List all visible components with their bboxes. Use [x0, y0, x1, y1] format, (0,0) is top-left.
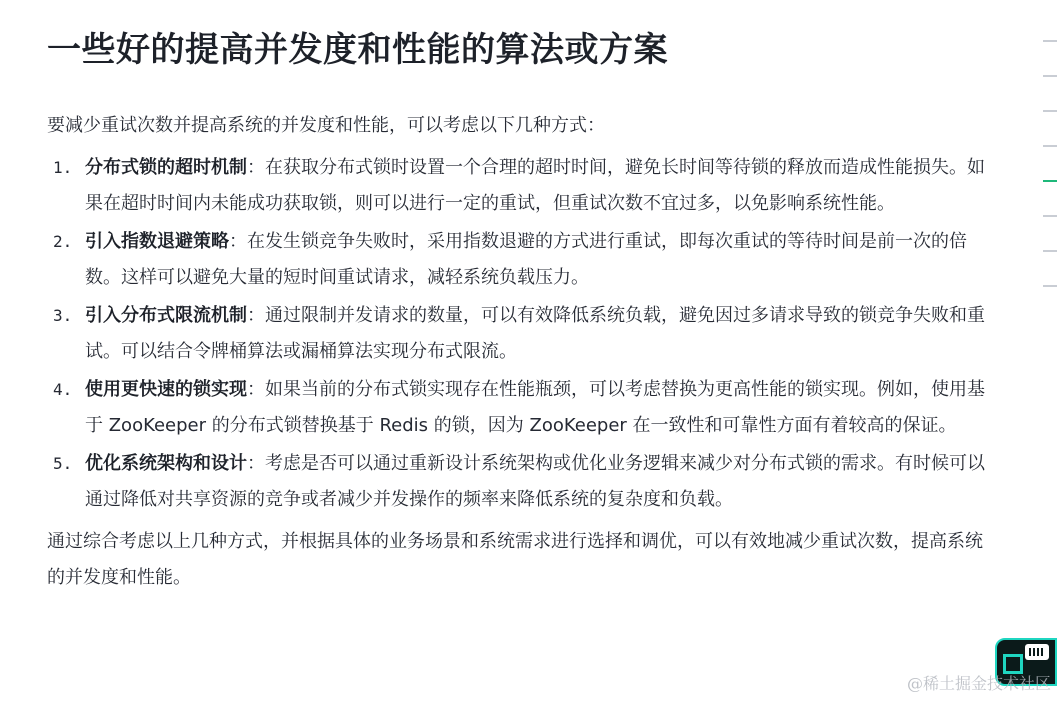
- keyboard-icon: [1025, 644, 1049, 660]
- list-item-text: ：在发生锁竞争失败时，采用指数退避的方式进行重试，即每次重试的等待时间是前一次的倍数。这样可以避免大量的短时间重试请求，减轻系统负载压力。: [85, 231, 967, 288]
- article-title: 一些好的提高并发度和性能的算法或方案: [47, 30, 668, 70]
- list-item: [47, 224, 987, 296]
- toc-marker[interactable]: [1043, 145, 1057, 147]
- toc-marker[interactable]: [1043, 250, 1057, 252]
- list-number: 1.: [53, 158, 73, 177]
- list-item-title: 使用更快速的锁实现: [85, 379, 247, 400]
- list-item-title: 分布式锁的超时机制: [85, 157, 247, 178]
- list-number: 5.: [53, 454, 73, 473]
- list-number: 2.: [53, 232, 73, 251]
- list-item-text: ：考虑是否可以通过重新设计系统架构或优化业务逻辑来减少对分布式锁的需求。有时候可以通过降低对共享资源的竞争或者减少并发操作的频率来降低系统的复杂度和负载。: [85, 453, 985, 510]
- list-item-text: ：通过限制并发请求的数量，可以有效降低系统负载，避免因过多请求导致的锁竞争失败和重试。可以结合令牌桶算法或漏桶算法实现分布式限流。: [85, 305, 985, 362]
- list-item-text: ：如果当前的分布式锁实现存在性能瓶颈，可以考虑替换为更高性能的锁实现。例如，使用基于 ZooKeeper 的分布式锁替换基于 Redis 的锁，因为 ZooKeeper 在一致性和可靠性方面有着较高的保证。: [85, 379, 985, 436]
- list-number: 4.: [53, 380, 73, 399]
- list-item: [47, 446, 987, 518]
- toc-marker[interactable]: [1043, 110, 1057, 112]
- outro-paragraph: 通过综合考虑以上几种方式，并根据具体的业务场景和系统需求进行选择和调优，可以有效地减少重试次数，提高系统的并发度和性能。: [47, 531, 983, 588]
- list-item-title: 优化系统架构和设计: [85, 453, 247, 474]
- intro-paragraph: 要减少重试次数并提高系统的并发度和性能，可以考虑以下几种方式：: [47, 115, 605, 136]
- list-item: [47, 150, 987, 222]
- toc-marker[interactable]: [1043, 285, 1057, 287]
- watermark-text: @稀土掘金技术社区: [906, 674, 1051, 693]
- list-item: [47, 372, 987, 444]
- toc-markers: [1043, 40, 1057, 320]
- toc-marker[interactable]: [1043, 75, 1057, 77]
- list-item-title: 引入分布式限流机制: [85, 305, 247, 326]
- list-item-title: 引入指数退避策略: [85, 231, 229, 252]
- article: [47, 20, 987, 596]
- list-number: 3.: [53, 306, 73, 325]
- toc-marker-active[interactable]: [1043, 180, 1057, 182]
- numbered-list: [47, 150, 987, 518]
- list-item-text: ：在获取分布式锁时设置一个合理的超时时间，避免长时间等待锁的释放而造成性能损失。如果在超时时间内未能成功获取锁，则可以进行一定的重试，但重试次数不宜过多，以免影响系统性能。: [85, 157, 985, 214]
- list-item: [47, 298, 987, 370]
- toc-marker[interactable]: [1043, 40, 1057, 42]
- toc-marker[interactable]: [1043, 215, 1057, 217]
